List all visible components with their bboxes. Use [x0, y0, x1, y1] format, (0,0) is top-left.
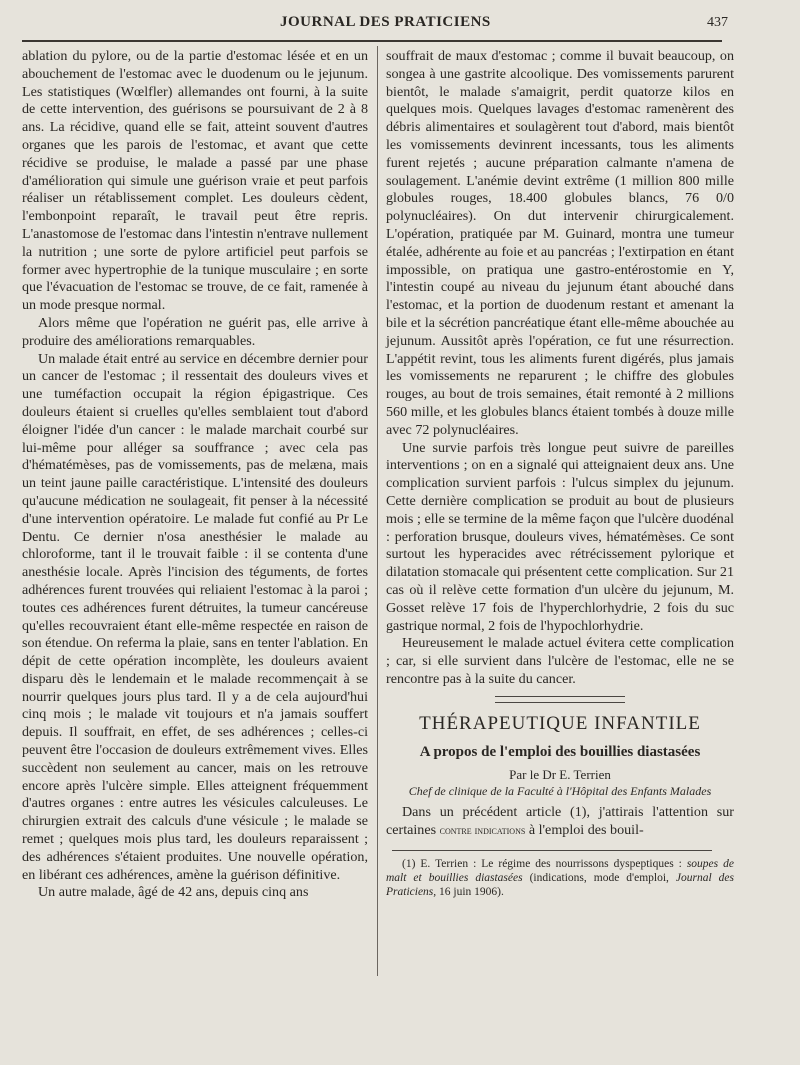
article-title: A propos de l'emploi des bouillies diastasées [419, 744, 701, 761]
paragraph: Un malade était entré au service en décembre dernier pour un cancer de l'estomac ; il ressentait des douleurs vives et une tuméfaction occupait la région épigastrique. Ces douleurs étaient si cruelles qu'elles semblaient tout d'abord éloigner l'idée d'un cancer : le malade marchait courbé sur lui-même pour alléger sa souffrance ; avec cela pas d'hématémèses, pas de vomissements, pas de melæna, mais un teint jaune paille caractéristique. L'intensité des douleurs qu'aucune médication ne soulageait, fit penser à la nécessité d'une intervention opératoire. Le malade fut confié au Pr Le Dentu. Ce dernier n'osa anesthésier le malade au chloroforme, tant il le trouvait faible : il se contenta d'une anesthésie locale. Après l'incision des téguments, de fortes adhérences furent trouvées qui reliaient l'estomac à la paroi ; toutes ces adhérences furent détruites, la tumeur cancéreuse qu'elles recouvraient étant elle-même respectée en raison de son étendue. On referma la plaie, sans en tenter l'ablation. En dépit de cette opération incomplète, les douleurs avaient disparu dès le lendemain et le malade recommençait à se nourrir quelques jours plus tard. Il y a de cela aujourd'hui cinq mois ; le malade vit toujours et n'a jamais souffert depuis. Il souffrait, en effet, de ses adhérences ; celles-ci peuvent être l'occasion de douleurs extrêmement vives. Elles succèdent non seulement au cancer, mais on les retrouve encore après l'ulcère simple. Elles atteignent fréquemment d'autres organes : entre autres les vésicules calculeuses. Le chirurgien extrait des calculs d'une vésicule ; le malade se remet ; quelques mois plus tard, les douleurs reparaissent ; des adhérences s'étaient produites. Une nouvelle opération, en libérant ces adhérences, amène la guérison définitive. [22, 350, 368, 883]
footnote-marker: (1) E. Terrien : [402, 857, 477, 870]
section-title: THÉRAPEUTIQUE INFANTILE [419, 712, 701, 734]
paragraph: Heureusement le malade actuel évitera cette complication ; car, si elle survient dans l'ulcère de l'estomac, elle ne se rencontre pas à la suite du cancer. [386, 635, 734, 687]
paragraph: Une survie parfois très longue peut suivre de pareilles interventions ; on en a signalé qui atteignaient deux ans. Une complication survient parfois : l'ulcus simplex du jejunum. Cette dernière complication se produit au bout de plusieurs mois ; elle se termine de la même façon que l'ulcère duodénal : perforation brusque, douleurs vives, hématémèses. Ce sont surtout les hyperacides avec rétrécissement pylorique et dilatation stomacale qui présentent cette complication. Sur 21 cas où il relève cette formation d'un ulcère du jejunum, M. Gosset relève 17 fois de l'hyperchlorhydrie, 2 fois du suc gastrique normal, 2 fois de l'hypochlorhydrie. [386, 439, 734, 634]
author-affiliation: Chef de clinique de la Faculté à l'Hôpital des Enfants Malades [408, 784, 712, 799]
intro-text: Dans un précédent article (1), j'attirais l'attention sur certaines [386, 804, 734, 839]
journal-title: JOURNAL DES PRATICIENS [280, 14, 491, 30]
footnote-journal: Journal des Praticiens, [386, 871, 735, 898]
footnote-rule [392, 850, 712, 851]
footnote [386, 857, 734, 899]
intro-text-end: à l'emploi des bouil- [528, 822, 644, 839]
page-header [22, 12, 728, 42]
article-intro [386, 804, 734, 840]
paragraph: ablation du pylore, ou de la partie d'estomac lésée et en un abouchement de l'estomac avec le duodenum ou le jejunum. Les statistiques (Wœlfler) allemandes ont fourni, à la suite de cette intervention, des guérisons se poursuivant de 2 à 8 ans. La récidive, quand elle se fait, atteint souvent d'autres organes que les parois de l'estomac, et avant que cette récidive se produise, le malade a passé par une phase d'amélioration qui simule une guérison vraie et peut parfois réaliser un rétablissement complet. Les douleurs cèdent, l'embonpoint reparaît, le travail peut être repris. L'anastomose de l'estomac dans l'intestin n'entrave nullement la nutrition ; une sorte de pylore artificiel peut parfois se former avec hypertrophie de la tunique musculaire ; en sorte que l'évacuation de l'estomac se trouve, de ce fait, ramenée à un mode presque normal. [22, 48, 368, 314]
left-column [22, 48, 368, 902]
paragraph: Un autre malade, âgé de 42 ans, depuis cinq ans [38, 884, 309, 901]
article-byline: Par le Dr E. Terrien [509, 767, 611, 783]
footnote-text: Le régime des nourrissons dyspeptiques : [481, 857, 682, 870]
footnote-text-after: (indications, mode d'emploi, [529, 871, 669, 884]
footnote-date: 16 juin 1906). [439, 885, 504, 898]
paragraph: Alors même que l'opération ne guérit pas, elle arrive à produire des améliorations remarquables. [22, 314, 368, 349]
footnote-italic: soupes de malt et bouillies diastasées [386, 857, 734, 884]
intro-smallcaps: contre indications [439, 823, 526, 838]
right-column [386, 48, 734, 899]
section-separator [495, 696, 625, 703]
page-number: 437 [707, 15, 728, 30]
column-divider [377, 46, 378, 976]
paragraph: souffrait de maux d'estomac ; comme il buvait beaucoup, on songea à une gastrite alcoolique. Des vomissements parurent bientôt, le malade s'amaigrit, perdit quatorze kilos en quelques mois. Quelques lavages d'estomac ramenèrent des débris alimentaires et soulagèrent tout d'abord, mais bientôt les vomissements devinrent incessants, tous les aliments furent rejetés ; aucune préparation calmante n'amena de soulagement. L'anémie devint extrême (1 million 800 mille globules rouges, 18.400 globules blancs, 76 0/0 polynucléaires). On dut intervenir chirurgicalement. L'opération, pratiquée par M. Guinard, montra une tumeur étalée, adhérente au foie et au pancréas ; l'extirpation en étant impossible, on pratiqua une gastro-entérostomie en Y, l'intestin coupé au niveau du jejunum étant abouché dans l'estomac, et la portion de duodenum restant et amenant la bile et la sécrétion pancréatique étant elle-même abouchée au jejunum. Aussitôt après l'opération, ce fut une résurrection. L'appétit revint, tous les aliments furent digérés, plus jamais les vomissements ne reparurent ; le chiffre des globules rouges, au bout de trois semaines, était remonté à 2 millions 560 mille, et les globules blancs étaient tombés à douze mille avec 72 polynucléaires. [386, 48, 734, 438]
